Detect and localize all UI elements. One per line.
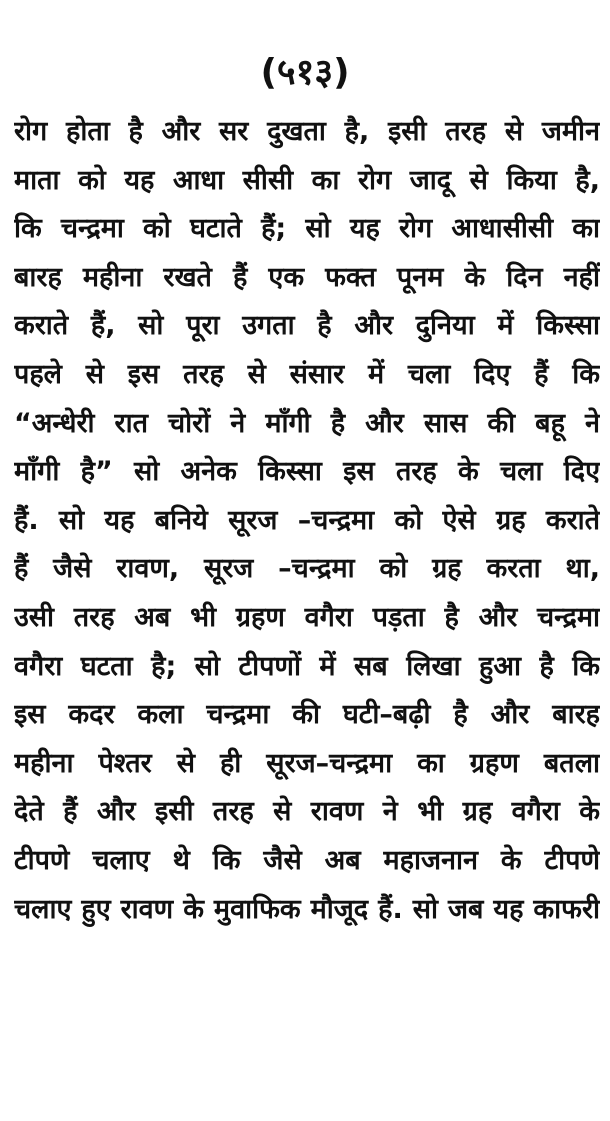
text-line: महीना पेश्तर से ही सूरज–चन्द्रमा का ग्रहण बतला	[14, 747, 600, 779]
text-line: चलाए हुए रावण के मुवाफिक मौजूद हैं. सो जब यह काफरी	[14, 893, 600, 925]
text-line: बारह महीना रखते हैं एक फक्त पूनम के दिन नहीं	[14, 261, 600, 293]
text-line: माँगी है” सो अनेक किस्सा इस तरह के चला दिए	[14, 456, 600, 488]
text-line: कि चन्द्रमा को घटाते हैं; सो यह रोग आधासीसी का	[14, 213, 600, 245]
text-line: टीपणे चलाए थे कि जैसे अब महाजनान के टीपणे	[14, 844, 600, 876]
page-number: (५१३)	[260, 52, 350, 93]
text-line: इस कदर कला चन्द्रमा की घटी–बढ़ी है और बारह	[14, 699, 600, 731]
text-line: हैं जैसे रावण, सूरज –चन्द्रमा को ग्रह करता था,	[14, 553, 600, 585]
text-line: उसी तरह अब भी ग्रहण वगैरा पड़ता है और चन्द्रमा	[14, 601, 600, 633]
text-line: रोग होता है और सर दुखता है, इसी तरह से जमीन	[14, 116, 600, 147]
text-line: “अन्धेरी रात चोरों ने माँगी है और सास की बहू ने	[14, 407, 600, 439]
text-line: माता को यह आधा सीसी का रोग जादू से किया है,	[14, 164, 600, 196]
text-line: हैं. सो यह बनिये सूरज –चन्द्रमा को ऐसे ग्रह कराते	[14, 504, 600, 536]
text-line: पहले से इस तरह से संसार में चला दिए हैं कि	[14, 358, 600, 390]
text-line: कराते हैं, सो पूरा उगता है और दुनिया में किस्सा	[14, 310, 600, 342]
body-text	[14, 108, 600, 934]
text-line: वगैरा घटता है; सो टीपणों में सब लिखा हुआ है कि	[14, 650, 600, 682]
text-line: देते हैं और इसी तरह से रावण ने भी ग्रह वगैरा के	[14, 796, 600, 828]
